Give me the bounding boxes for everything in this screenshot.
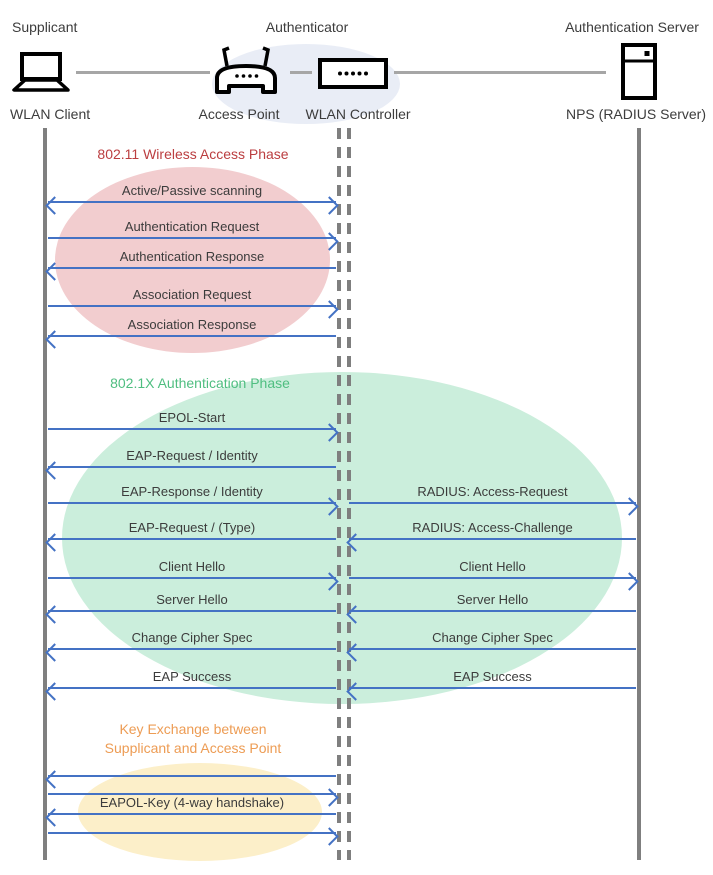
access-point-icon xyxy=(212,45,280,97)
message-radius-access-request xyxy=(349,483,636,504)
arrow-right xyxy=(48,237,336,239)
wlan-controller-icon xyxy=(318,58,388,89)
arrow-right xyxy=(48,428,336,430)
phase-title-authentication: 802.1X Authentication Phase xyxy=(110,375,290,391)
arrow-left xyxy=(48,687,336,689)
message-label: EAP-Response / Identity xyxy=(121,484,263,499)
message-label: Active/Passive scanning xyxy=(121,183,263,198)
laptop-icon xyxy=(12,52,70,92)
message-label: Authentication Request xyxy=(124,219,260,234)
message-label: EAP Success xyxy=(453,669,532,684)
message-label: Client Hello xyxy=(459,559,526,574)
link-client-ap xyxy=(76,71,210,74)
arrow-left xyxy=(349,610,636,612)
phase-title-wireless-access: 802.11 Wireless Access Phase xyxy=(97,146,289,162)
message-label: Authentication Response xyxy=(119,249,265,264)
arrow-left xyxy=(349,538,636,540)
label-wlan-client: WLAN Client xyxy=(10,106,91,122)
message-radius-access-challenge xyxy=(349,519,636,540)
message-eap-request-type xyxy=(48,519,336,540)
message-association-response xyxy=(48,316,336,337)
link-ap-controller xyxy=(290,71,312,74)
message-label: RADIUS: Access-Challenge xyxy=(412,520,573,535)
message-label: Association Response xyxy=(127,317,257,332)
message-label: EPOL-Start xyxy=(158,410,226,425)
message-label: Association Request xyxy=(132,287,252,302)
message-client-hello-left xyxy=(48,558,336,579)
arrow-right xyxy=(349,577,636,579)
message-authentication-response xyxy=(48,248,336,269)
arrow-right xyxy=(48,577,336,579)
phase-title-key-exchange-line1: Key Exchange between xyxy=(119,721,267,737)
message-label: Change Cipher Spec xyxy=(131,630,253,645)
arrow-right xyxy=(48,305,336,307)
arrow-both xyxy=(48,201,336,203)
message-change-cipher-spec-left xyxy=(48,629,336,650)
arrow-right xyxy=(48,832,336,834)
message-label: RADIUS: Access-Request xyxy=(417,484,568,499)
message-eap-success-right xyxy=(349,668,636,689)
role-authenticator: Authenticator xyxy=(265,19,349,35)
arrow-left xyxy=(349,648,636,650)
label-wlan-controller: WLAN Controller xyxy=(305,106,411,122)
message-label: EAP-Request / (Type) xyxy=(128,520,256,535)
arrow-left xyxy=(349,687,636,689)
wlan-client-lifeline xyxy=(43,128,47,860)
message-authentication-request xyxy=(48,218,336,239)
arrow-left xyxy=(48,335,336,337)
arrow-left xyxy=(48,775,336,777)
message-association-request xyxy=(48,286,336,307)
arrow-right xyxy=(349,502,636,504)
message-label: EAPOL-Key (4-way handshake) xyxy=(99,795,285,810)
message-label: Server Hello xyxy=(456,592,529,607)
message-epol-start xyxy=(48,409,336,430)
message-eapol-key-3 xyxy=(48,794,336,815)
arrow-right xyxy=(48,502,336,504)
message-eap-request-identity xyxy=(48,447,336,468)
role-authentication-server: Authentication Server xyxy=(565,19,699,35)
message-server-hello-right xyxy=(349,591,636,612)
arrow-left xyxy=(48,538,336,540)
phase-title-key-exchange-line2: Supplicant and Access Point xyxy=(104,740,282,756)
message-eap-success-left xyxy=(48,668,336,689)
message-eapol-key-4 xyxy=(48,832,336,834)
message-server-hello-left xyxy=(48,591,336,612)
message-label: EAP Success xyxy=(152,669,232,684)
role-supplicant: Supplicant xyxy=(12,19,78,35)
link-controller-server xyxy=(394,71,606,74)
message-label: Client Hello xyxy=(158,559,226,574)
message-active-passive-scanning xyxy=(48,182,336,203)
label-access-point: Access Point xyxy=(198,106,280,122)
arrow-left xyxy=(48,267,336,269)
message-label: Change Cipher Spec xyxy=(432,630,553,645)
label-radius-server: NPS (RADIUS Server) xyxy=(565,106,707,122)
arrow-left xyxy=(48,610,336,612)
server-icon xyxy=(620,42,658,101)
message-change-cipher-spec-right xyxy=(349,629,636,650)
arrow-left xyxy=(48,648,336,650)
message-label: Server Hello xyxy=(156,592,228,607)
arrow-left xyxy=(48,813,336,815)
message-eapol-key-1 xyxy=(48,775,336,777)
arrow-left xyxy=(48,466,336,468)
message-client-hello-right xyxy=(349,558,636,579)
message-label: EAP-Request / Identity xyxy=(126,448,258,463)
message-eap-response-identity xyxy=(48,483,336,504)
radius-server-lifeline xyxy=(637,128,641,860)
